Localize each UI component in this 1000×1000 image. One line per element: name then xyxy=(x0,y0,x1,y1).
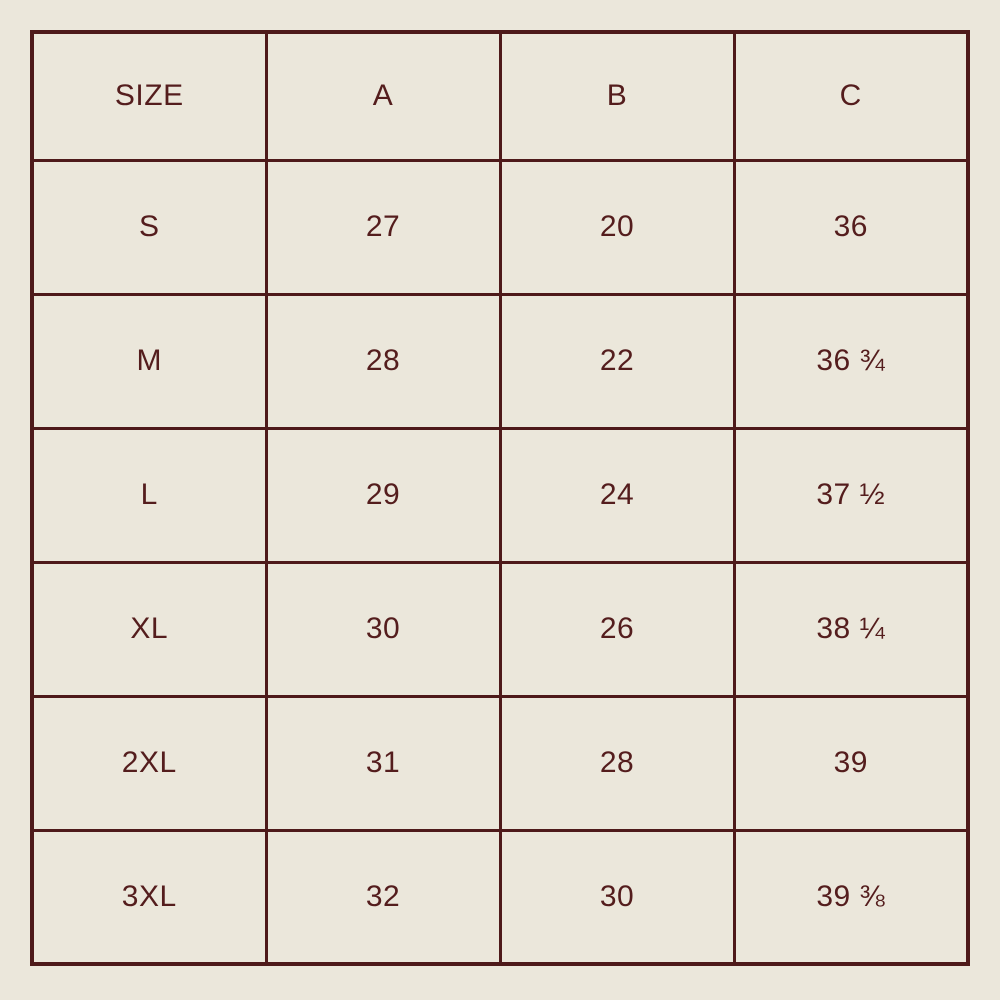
value-c: 39 xyxy=(734,696,968,830)
header-cell-size: SIZE xyxy=(32,32,266,160)
value-c: 37 ½ xyxy=(734,428,968,562)
value-a: 29 xyxy=(266,428,500,562)
table-row xyxy=(32,830,968,964)
size-label: 2XL xyxy=(32,696,266,830)
table-header xyxy=(32,32,968,160)
value-b: 30 xyxy=(500,830,734,964)
value-a: 27 xyxy=(266,160,500,294)
value-a: 32 xyxy=(266,830,500,964)
value-a: 28 xyxy=(266,294,500,428)
header-row xyxy=(32,32,968,160)
value-b: 26 xyxy=(500,562,734,696)
value-b: 20 xyxy=(500,160,734,294)
size-label: 3XL xyxy=(32,830,266,964)
table-row xyxy=(32,696,968,830)
header-cell-b: B xyxy=(500,32,734,160)
size-label: S xyxy=(32,160,266,294)
value-a: 31 xyxy=(266,696,500,830)
size-label: M xyxy=(32,294,266,428)
size-chart-table xyxy=(30,30,970,966)
table-row xyxy=(32,160,968,294)
header-cell-a: A xyxy=(266,32,500,160)
table-body xyxy=(32,160,968,964)
value-c: 36 ¾ xyxy=(734,294,968,428)
size-chart xyxy=(30,30,970,963)
table-row xyxy=(32,562,968,696)
size-label: L xyxy=(32,428,266,562)
value-b: 22 xyxy=(500,294,734,428)
value-b: 24 xyxy=(500,428,734,562)
table-row xyxy=(32,428,968,562)
header-cell-c: C xyxy=(734,32,968,160)
size-label: XL xyxy=(32,562,266,696)
table-row xyxy=(32,294,968,428)
value-b: 28 xyxy=(500,696,734,830)
value-a: 30 xyxy=(266,562,500,696)
value-c: 38 ¼ xyxy=(734,562,968,696)
value-c: 36 xyxy=(734,160,968,294)
value-c: 39 ⅜ xyxy=(734,830,968,964)
